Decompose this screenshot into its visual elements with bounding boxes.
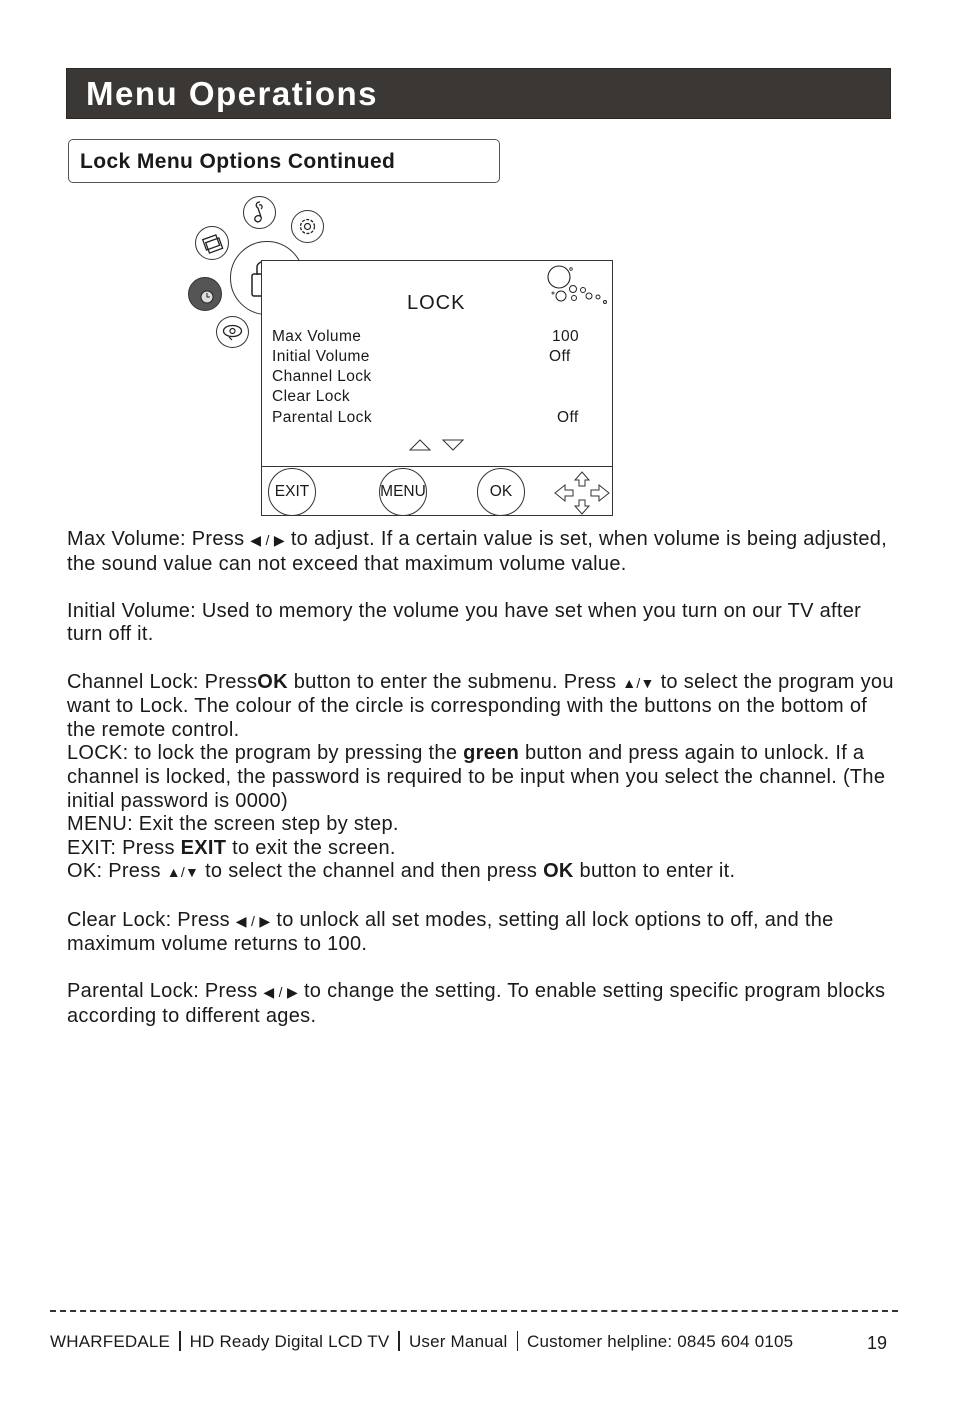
up-down-arrows-icon: ▲/▼ (622, 674, 655, 691)
footer-doc: User Manual (408, 1332, 508, 1351)
footer-divider (50, 1310, 898, 1312)
bubbles-icon (545, 263, 611, 309)
osd-row-max-volume[interactable]: Max Volume (272, 328, 362, 345)
menu-paragraph: MENU: Exit the screen step by step. (67, 813, 399, 836)
exit-paragraph: EXIT: Press EXIT to exit the screen. (67, 836, 396, 859)
ok-paragraph: OK: Press ▲/▼ to select the channel and then press OK button to enter it. (67, 860, 736, 883)
menu-button[interactable]: MENU (379, 468, 427, 516)
page-number: 19 (867, 1333, 888, 1353)
header-bar (66, 68, 891, 119)
clock-icon (188, 277, 222, 311)
gear-icon (291, 210, 324, 243)
osd-row-parental-lock[interactable]: Parental Lock (272, 409, 372, 426)
page-title: Menu Operations (86, 75, 379, 112)
left-right-arrows-icon: ◀ / ▶ (250, 532, 285, 548)
left-right-arrows-icon: ◀ / ▶ (235, 912, 271, 929)
up-triangle-icon[interactable] (409, 439, 431, 451)
down-triangle-icon[interactable] (442, 439, 464, 451)
osd-row-initial-volume[interactable]: Initial Volume (272, 348, 370, 365)
footer-product: HD Ready Digital LCD TV (189, 1332, 390, 1351)
clear-lock-paragraph: Clear Lock: Press ◀ / ▶ to unlock all set modes, setting all lock options to off, and the maximum volume returns to 100. (67, 908, 834, 956)
osd-row-clear-lock[interactable]: Clear Lock (272, 388, 351, 405)
initial-volume-paragraph: Initial Volume: Used to memory the volume you have set when you turn on our TV after turn off it. (67, 599, 862, 646)
exit-button[interactable]: EXIT (268, 468, 316, 516)
left-right-arrows-icon: ◀ / ▶ (263, 984, 299, 1001)
music-note-icon (243, 196, 276, 229)
lock-menu-screen (261, 260, 613, 516)
parental-lock-paragraph: Parental Lock: Press ◀ / ▶ to change the setting. To enable setting specific program blocks according to different ages. (67, 980, 886, 1027)
osd-value-max-volume: 100 (552, 328, 580, 345)
osd-value-initial-volume: Off (549, 348, 571, 365)
ok-button[interactable]: OK (477, 468, 525, 516)
up-down-arrows-icon: ▲/▼ (166, 864, 200, 881)
osd-divider (262, 466, 612, 467)
channel-lock-paragraph: Channel Lock: PressOK button to enter the submenu. Press ▲/▼ to select the program you want to Lock. The colour of the circle is corresponding with the buttons on the bottom of the remote control. (67, 670, 894, 741)
osd-title: LOCK (407, 292, 466, 314)
osd-value-parental-lock: Off (557, 409, 579, 426)
footer-brand: WHARFEDALE (50, 1332, 171, 1351)
footer-helpline: Customer helpline: 0845 604 0105 (527, 1332, 794, 1351)
lock-paragraph: LOCK: to lock the program by pressing the green button and press again to unlock. If a channel is locked, the password is required to be input when you select the channel. (The initial password is 0000) (67, 742, 886, 812)
eye-icon (216, 316, 249, 348)
section-heading-box (68, 139, 500, 183)
osd-row-channel-lock[interactable]: Channel Lock (272, 368, 372, 385)
max-volume-paragraph: Max Volume: Press ◀ / ▶ to adjust. If a certain value is set, when volume is being adjusted, the sound value can not exceed that maximum volume value. (67, 528, 888, 575)
section-title: Lock Menu Options Continued (80, 150, 396, 173)
footer (50, 1331, 793, 1352)
instructions (67, 528, 897, 1028)
arrow-pad-icon[interactable] (553, 470, 611, 516)
picture-icon (195, 226, 229, 260)
